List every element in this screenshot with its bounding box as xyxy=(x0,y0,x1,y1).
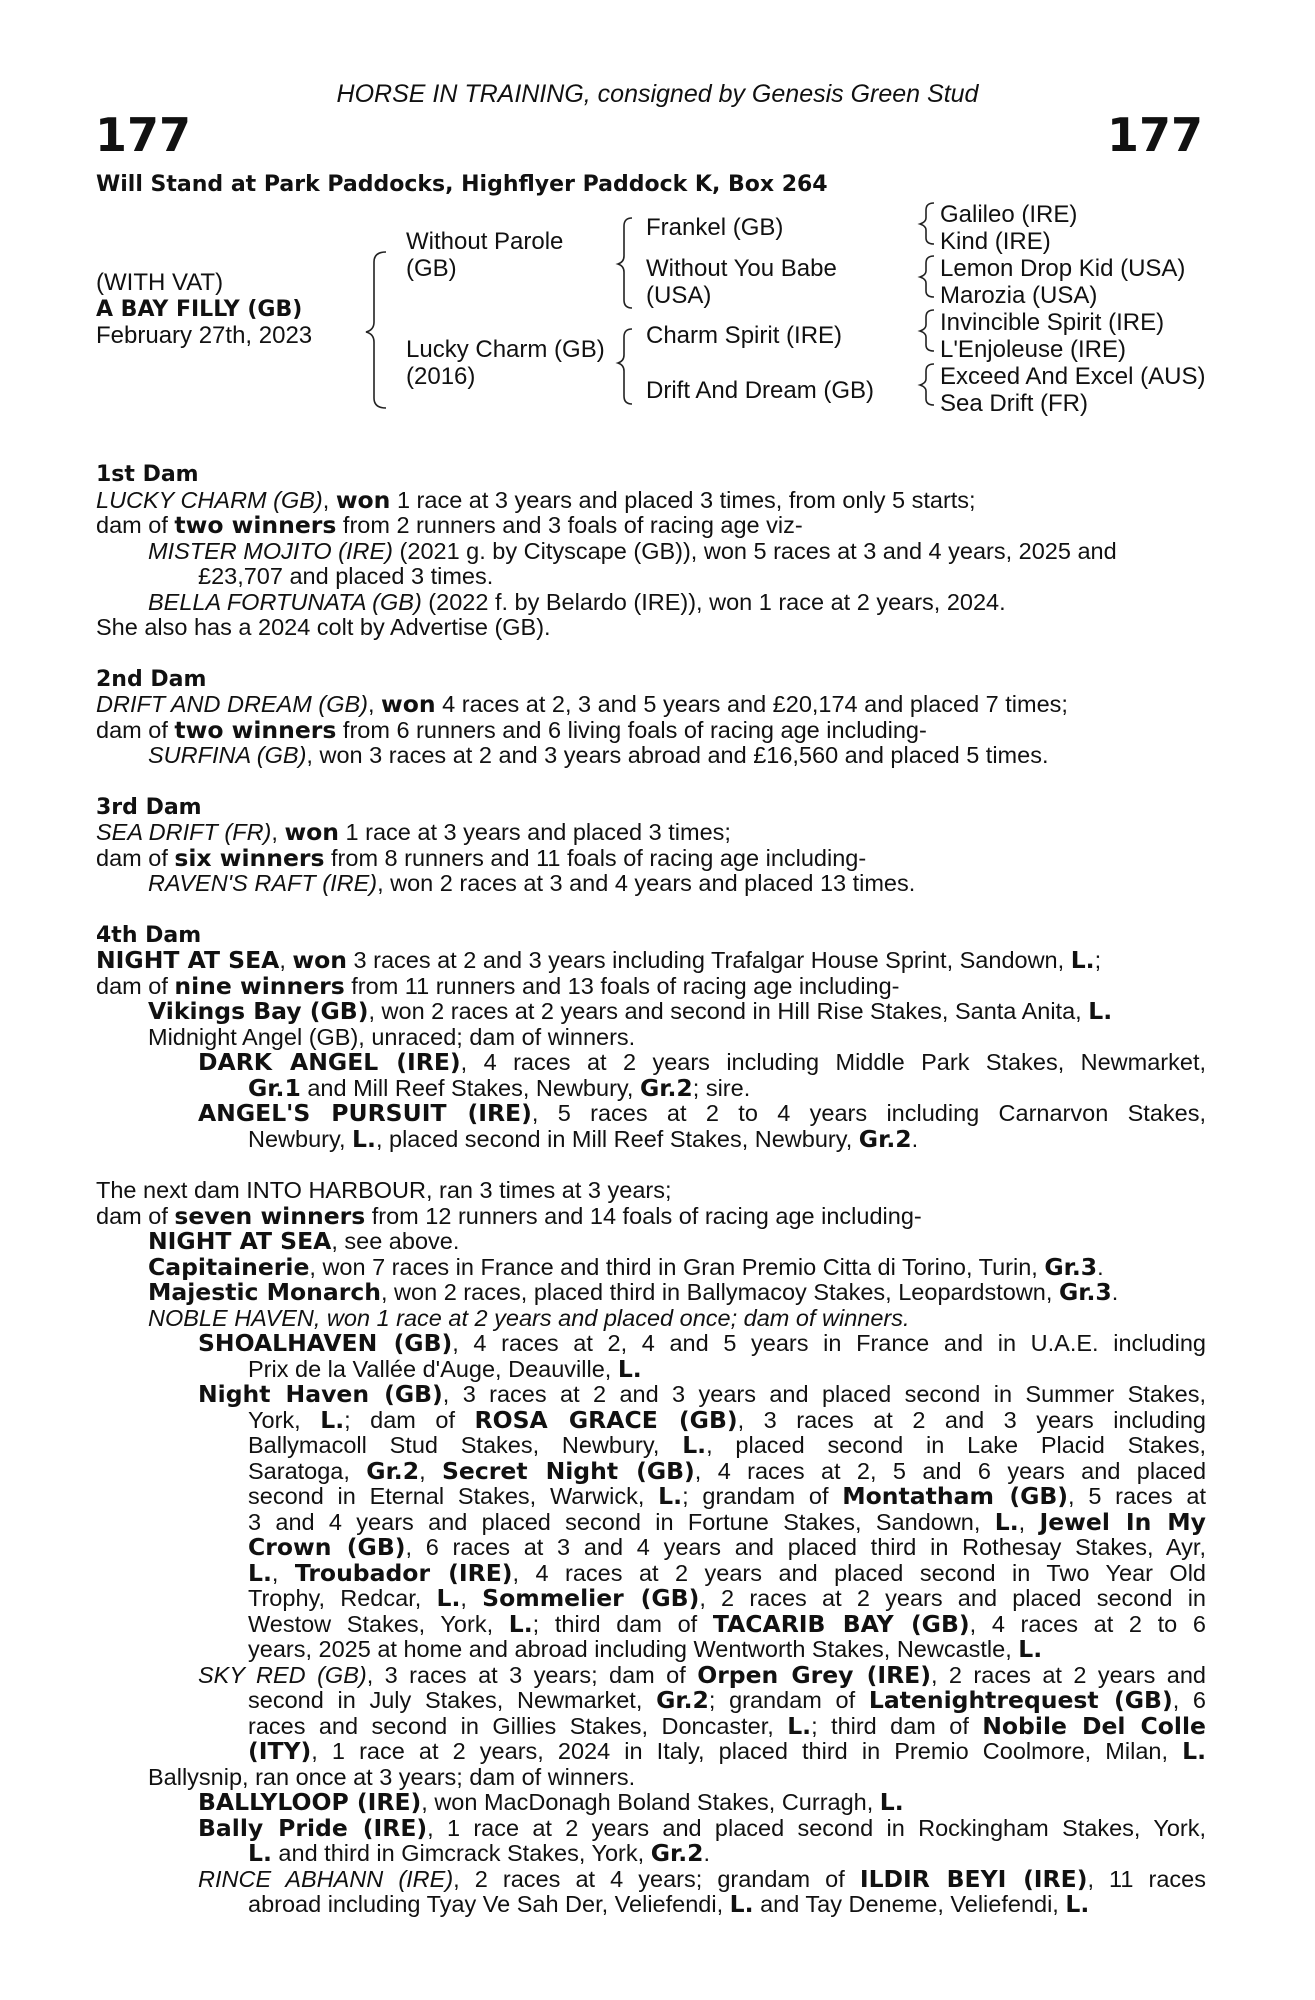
produce-entry: Vikings Bay (GB), won 2 races at 2 years and second in Hill Rise Stakes, Santa Anita, L. xyxy=(148,997,1113,1025)
foaling-date: February 27th, 2023 xyxy=(96,322,313,349)
produce-entry-continued: York, L.; dam of ROSA GRACE (GB), 3 races at 2 and 3 years including xyxy=(248,1405,1206,1434)
main-bracket xyxy=(366,252,386,408)
pedigree-sss: Galileo (IRE) xyxy=(940,201,1078,228)
pedigree-ssd: Kind (IRE) xyxy=(940,228,1051,255)
second-dam-line: DRIFT AND DREAM (GB), won 4 races at 2, 3 and 5 years and £20,174 and placed 7 times; xyxy=(96,690,1068,718)
dams-dam: Drift And Dream (GB) xyxy=(646,377,875,404)
consignment-line: HORSE IN TRAINING, consigned by Genesis Green Stud xyxy=(336,80,979,108)
next-dam-line: The next dam INTO HARBOUR, ran 3 times at 3 years; xyxy=(96,1177,672,1203)
produce-entry-continued: Saratoga, Gr.2, Secret Night (GB), 4 races at 2, 5 and 6 years and placed xyxy=(248,1456,1207,1485)
vat-note: (WITH VAT) xyxy=(96,269,224,296)
sd-bracket xyxy=(920,256,934,297)
produce-note: She also has a 2024 colt by Advertise (GB). xyxy=(96,614,551,640)
produce-entry-continued: Crown (GB), 6 races at 3 and 4 years and placed third in Rothesay Stakes, Ayr, xyxy=(248,1533,1206,1561)
produce-entry: MISTER MOJITO (IRE) (2021 g. by Cityscape (GB)), won 5 races at 3 and 4 years, 2025 and xyxy=(148,537,1117,564)
pedigree-dsd: L'Enjoleuse (IRE) xyxy=(940,336,1126,363)
produce-entry: SHOALHAVEN (GB), 4 races at 2, 4 and 5 years in France and in U.A.E. including xyxy=(198,1329,1206,1357)
fourth-dam-produce-summary: dam of nine winners from 11 runners and 13 foals of racing age including- xyxy=(96,971,900,1000)
sires-dam: Without You Babe xyxy=(646,255,837,282)
first-dam-produce-summary: dam of two winners from 2 runners and 3 foals of racing age viz- xyxy=(96,511,803,539)
produce-entry: ANGEL'S PURSUIT (IRE), 5 races at 2 to 4 years including Carnarvon Stakes, xyxy=(198,1099,1206,1127)
produce-entry: Ballysnip, ran once at 3 years; dam of winners. xyxy=(148,1763,636,1790)
sire-name: Without Parole xyxy=(406,228,564,255)
second-dam-heading: 2nd Dam xyxy=(96,666,207,692)
produce-entry-continued: L., Troubador (IRE), 4 races at 2 years and placed second in Two Year Old xyxy=(248,1558,1207,1587)
produce-entry: DARK ANGEL (IRE), 4 races at 2 years including Middle Park Stakes, Newmarket, xyxy=(198,1048,1206,1076)
dam-bracket xyxy=(618,329,632,404)
sires-sire: Frankel (GB) xyxy=(646,214,784,241)
produce-entry: Capitainerie, won 7 races in France and third in Gran Premio Citta di Torino, Turin, Gr.3. xyxy=(148,1252,1104,1281)
produce-entry-continued: Prix de la Vallée d'Auge, Deauville, L. xyxy=(248,1354,642,1383)
third-dam-produce-summary: dam of six winners from 8 runners and 11 foals of racing age including- xyxy=(96,843,867,872)
produce-entry: RINCE ABHANN (IRE), 2 races at 4 years; grandam of ILDIR BEYI (IRE), 11 races xyxy=(198,1864,1206,1893)
produce-entry-continued: 3 and 4 years and placed second in Fortune Stakes, Sandown, L., Jewel In My xyxy=(248,1507,1207,1536)
dams-sire: Charm Spirit (IRE) xyxy=(646,322,843,349)
ss-bracket xyxy=(920,203,934,244)
produce-entry: Majestic Monarch, won 2 races, placed third in Ballymacoy Stakes, Leopardstown, Gr.3. xyxy=(148,1278,1119,1306)
produce-entry-continued: (ITY), 1 race at 2 years, 2024 in Italy, placed third in Premio Coolmore, Milan, L. xyxy=(248,1737,1206,1765)
dam-year: (2016) xyxy=(406,363,476,390)
second-dam-produce-summary: dam of two winners from 6 runners and 6 living foals of racing age including- xyxy=(96,715,927,744)
sires-dam-country: (USA) xyxy=(646,282,712,309)
produce-entry: SURFINA (GB), won 3 races at 2 and 3 years abroad and £16,560 and placed 5 times. xyxy=(148,742,1049,768)
produce-entry-continued: abroad including Tyay Ve Sah Der, Veliefendi, L. and Tay Deneme, Veliefendi, L. xyxy=(248,1890,1090,1918)
produce-entry: NOBLE HAVEN, won 1 race at 2 years and placed once; dam of winners. xyxy=(148,1304,910,1331)
pedigree-dds: Exceed And Excel (AUS) xyxy=(940,363,1206,390)
produce-entry: Night Haven (GB), 3 races at 2 and 3 years and placed second in Summer Stakes, xyxy=(198,1380,1206,1408)
produce-entry-continued: Newbury, L., placed second in Mill Reef Stakes, Newbury, Gr.2. xyxy=(248,1124,919,1153)
third-dam-line: SEA DRIFT (FR), won 1 race at 3 years and placed 3 times; xyxy=(96,818,731,846)
produce-entry-continued: second in July Stakes, Newmarket, Gr.2; grandam of Latenightrequest (GB), 6 xyxy=(248,1686,1206,1714)
produce-entry-continued: second in Eternal Stakes, Warwick, L.; grandam of Montatham (GB), 5 races at xyxy=(248,1482,1206,1510)
produce-entry-continued: L. and third in Gimcrack Stakes, York, Gr.2. xyxy=(248,1839,711,1867)
produce-record xyxy=(96,462,1206,1918)
sire-bracket xyxy=(618,218,632,308)
produce-entry: BALLYLOOP (IRE), won MacDonagh Boland Stakes, Curragh, L. xyxy=(198,1788,904,1816)
produce-entry-continued: years, 2025 at home and abroad including Wentworth Stakes, Newcastle, L. xyxy=(248,1635,1043,1663)
ds-bracket xyxy=(920,310,934,351)
fourth-dam-heading: 4th Dam xyxy=(96,922,202,948)
produce-entry: RAVEN'S RAFT (IRE), won 2 races at 3 and 4 years and placed 13 times. xyxy=(148,870,916,896)
produce-entry: NIGHT AT SEA, see above. xyxy=(148,1227,460,1255)
first-dam-heading: 1st Dam xyxy=(96,462,199,487)
lot-number-right: 177 xyxy=(1106,108,1203,162)
sire-country: (GB) xyxy=(406,255,457,282)
stand-location: Will Stand at Park Paddocks, Highflyer Paddock K, Box 264 xyxy=(96,172,828,197)
produce-entry: SKY RED (GB), 3 races at 3 years; dam of Orpen Grey (IRE), 2 races at 2 years and xyxy=(198,1660,1206,1689)
produce-entry: Bally Pride (IRE), 1 race at 2 years and placed second in Rockingham Stakes, York, xyxy=(198,1813,1207,1842)
pedigree-sds: Lemon Drop Kid (USA) xyxy=(940,255,1186,282)
produce-entry: Midnight Angel (GB), unraced; dam of winners. xyxy=(148,1023,636,1050)
pedigree-ddd: Sea Drift (FR) xyxy=(940,390,1089,417)
produce-entry-continued: races and second in Gillies Stakes, Doncaster, L.; third dam of Nobile Del Colle xyxy=(248,1711,1206,1740)
produce-entry: BELLA FORTUNATA (GB) (2022 f. by Belardo (IRE)), won 1 race at 2 years, 2024. xyxy=(148,588,1006,615)
lot-number-left: 177 xyxy=(95,108,192,162)
pedigree-sdd: Marozia (USA) xyxy=(940,282,1098,309)
fourth-dam-line: NIGHT AT SEA, won 3 races at 2 and 3 years including Trafalgar House Sprint, Sandown, L.; xyxy=(96,946,1102,974)
third-dam-heading: 3rd Dam xyxy=(96,794,202,820)
pedigree-dss: Invincible Spirit (IRE) xyxy=(940,309,1165,336)
dam-name: Lucky Charm (GB) xyxy=(406,336,605,363)
produce-entry-continued: Westow Stakes, York, L.; third dam of TACARIB BAY (GB), 4 races at 2 to 6 xyxy=(248,1609,1206,1638)
first-dam-line: LUCKY CHARM (GB), won 1 race at 3 years and placed 3 times, from only 5 starts; xyxy=(96,485,976,514)
produce-entry-continued: Gr.1 and Mill Reef Stakes, Newbury, Gr.2; sire. xyxy=(248,1073,751,1102)
horse-name: A BAY FILLY (GB) xyxy=(96,297,303,322)
produce-entry-continued: Ballymacoll Stud Stakes, Newbury, L., placed second in Lake Placid Stakes, xyxy=(248,1431,1206,1459)
produce-entry-continued: Trophy, Redcar, L., Sommelier (GB), 2 races at 2 years and placed second in xyxy=(248,1584,1206,1612)
produce-entry-continued: £23,707 and placed 3 times. xyxy=(198,563,494,589)
next-dam-produce-summary: dam of seven winners from 12 runners and 14 foals of racing age including- xyxy=(96,1201,922,1230)
dd-bracket xyxy=(920,364,934,405)
